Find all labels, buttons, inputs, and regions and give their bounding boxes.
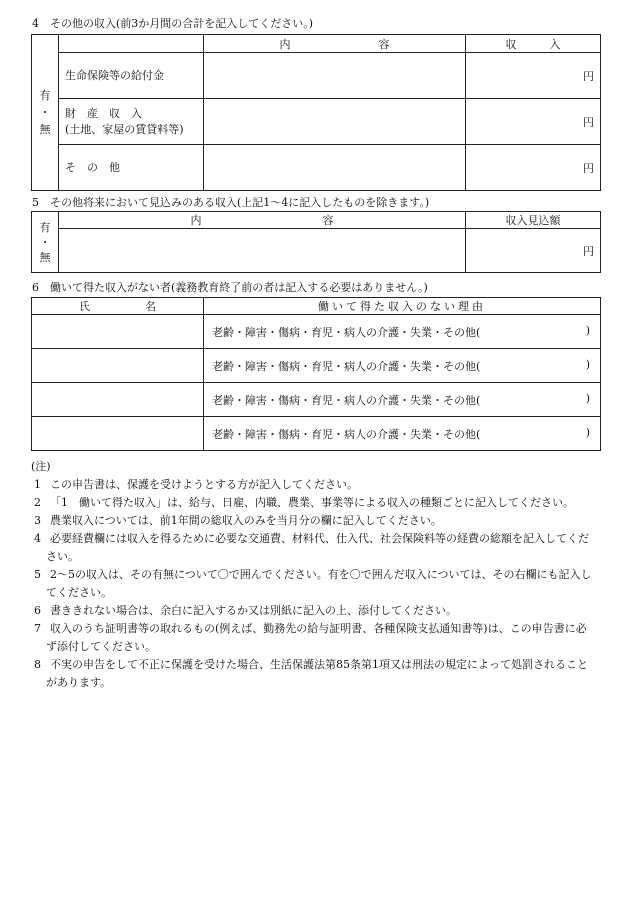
reason-cell[interactable] (204, 417, 601, 451)
reason-close: ) (585, 323, 590, 337)
notes-list (34, 476, 596, 692)
note-text: この申告書は、保護を受けようとする方が記入してください。 (50, 478, 358, 491)
expected-income-table (31, 211, 601, 273)
note-number: 4 (34, 532, 41, 545)
reason-options: 老齢・障害・傷病・育児・病人の介護・失業・その他( (212, 393, 481, 407)
note-text: 2～5の収入は、その有無について〇で囲んでください。有を〇で囲んだ収入については、その右欄にも記入してください。 (46, 568, 592, 599)
yen-unit: 円 (583, 244, 594, 258)
note-number: 3 (34, 514, 41, 527)
mu-label: 無 (39, 123, 51, 136)
dot-label: ・ (39, 235, 51, 249)
reason-options: 老齢・障害・傷病・育児・病人の介護・失業・その他( (212, 325, 481, 339)
reason-options: 老齢・障害・傷病・育児・病人の介護・失業・その他( (212, 359, 481, 373)
name-field[interactable] (32, 349, 204, 383)
property-income-label (59, 99, 204, 145)
other-content-field[interactable] (204, 145, 466, 191)
note-number: 5 (34, 568, 41, 581)
name-header: 氏 名 (32, 298, 204, 315)
note-item (34, 620, 596, 656)
property-income-amount-field[interactable] (466, 99, 601, 145)
note-number: 6 (34, 604, 41, 617)
other-label: そ の 他 (59, 145, 204, 191)
note-text: 不実の申告をして不正に保護を受けた場合、生活保護法第85条第1項又は刑法の規定によって処罰されることがあります。 (46, 658, 588, 689)
note-text: 農業収入については、前1年間の総収入のみを当月分の欄に記入してください。 (50, 514, 442, 527)
note-text: 「1 働いて得た収入」は、給与、日雇、内職、農業、事業等による収入の種類ごとに記入してください。 (50, 496, 574, 509)
reason-close: ) (585, 391, 590, 405)
note-text: 必要経費欄には収入を得るために必要な交通費、材料代、仕入代、社会保険料等の経費の総額を記入してください。 (46, 532, 589, 563)
reason-options: 老齢・障害・傷病・育児・病人の介護・失業・その他( (212, 427, 481, 441)
note-item (34, 566, 596, 602)
expected-amount-field[interactable] (466, 229, 601, 273)
expected-income-header: 収入見込額 (466, 212, 601, 229)
content-header: 内 容 (59, 212, 466, 229)
name-field[interactable] (32, 383, 204, 417)
dot-label: ・ (39, 106, 51, 119)
no-income-table (31, 297, 601, 451)
note-number: 7 (34, 622, 41, 635)
property-income-content-field[interactable] (204, 99, 466, 145)
other-income-table (31, 34, 601, 191)
expected-content-field[interactable] (59, 229, 466, 273)
reason-cell[interactable] (204, 315, 601, 349)
notes-heading: (注) (31, 460, 51, 473)
note-number: 1 (34, 478, 41, 491)
yu-label: 有 (39, 220, 51, 234)
note-item (34, 512, 596, 530)
other-amount-field[interactable] (466, 145, 601, 191)
life-insurance-content-field[interactable] (204, 53, 466, 99)
note-item (34, 476, 596, 494)
yumu-cell[interactable] (32, 35, 59, 191)
name-field[interactable] (32, 315, 204, 349)
note-text: 収入のうち証明書等の取れるもの(例えば、勤務先の給与証明書、各種保険支払通知書等)は、この申告書に必ず添付してください。 (46, 622, 587, 653)
yu-label: 有 (39, 89, 51, 102)
property-income-label-line1: 財 産 収 入 (65, 106, 142, 120)
note-number: 2 (34, 496, 41, 509)
note-item (34, 530, 596, 566)
note-item (34, 656, 596, 692)
income-header: 収 入 (466, 35, 601, 53)
reason-cell[interactable] (204, 383, 601, 417)
yen-unit: 円 (583, 115, 594, 129)
note-text: 書ききれない場合は、余白に記入するか又は別紙に記入の上、添付してください。 (50, 604, 457, 617)
reason-cell[interactable] (204, 349, 601, 383)
section4-title: 4 その他の収入(前3か月間の合計を記入してください。) (32, 17, 314, 30)
reason-header: 働いて得た収入のない理由 (204, 298, 601, 315)
reason-close: ) (585, 425, 590, 439)
name-field[interactable] (32, 417, 204, 451)
reason-close: ) (585, 357, 590, 371)
yen-unit: 円 (583, 69, 594, 83)
life-insurance-label: 生命保険等の給付金 (59, 53, 204, 99)
section5-title: 5 その他将来において見込みのある収入(上記1～4に記入したものを除きます。) (32, 196, 430, 209)
note-item (34, 602, 596, 620)
mu-label: 無 (39, 250, 51, 264)
yumu-cell[interactable] (32, 212, 59, 273)
note-item (34, 494, 596, 512)
content-header: 内 容 (204, 35, 466, 53)
yen-unit: 円 (583, 161, 594, 175)
section6-title: 6 働いて得た収入がない者(義務教育終了前の者は記入する必要はありません。) (32, 281, 428, 294)
property-income-label-line2: (土地、家屋の賃貸料等) (65, 122, 184, 136)
note-number: 8 (34, 658, 41, 671)
life-insurance-amount-field[interactable] (466, 53, 601, 99)
